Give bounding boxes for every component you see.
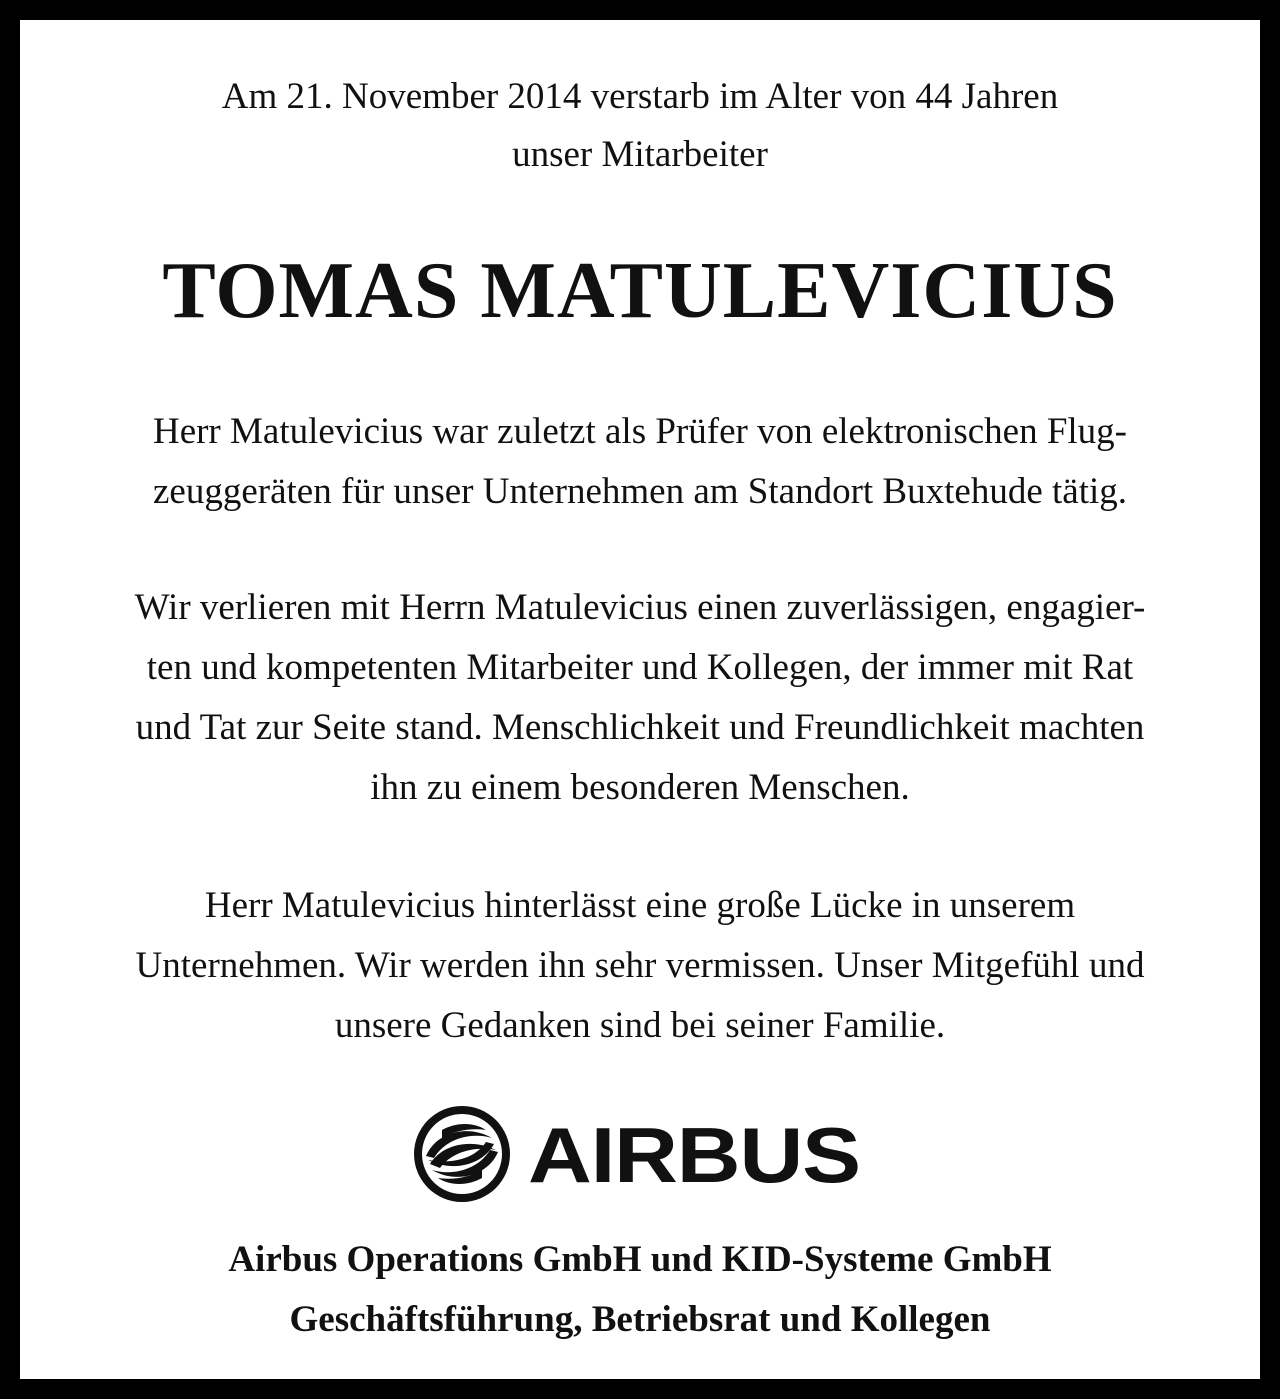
obituary-notice <box>20 20 1260 1379</box>
deceased-name: TOMAS MATULEVICIUS <box>162 247 1118 335</box>
paragraph-3-line-1: Herr Matulevicius hinterlässt eine große Lücke in unserem <box>204 885 1076 926</box>
intro-line-1: Am 21. November 2014 verstarb im Alter von 44 Jahren <box>221 76 1059 117</box>
signature-line-2: Geschäftsführung, Betriebsrat und Kollegen <box>289 1299 991 1340</box>
paragraph-2-line-2: ten und kompetenten Mitarbeiter und Kollegen, der immer mit Rat <box>146 647 1134 688</box>
paragraph-3-line-2: Unternehmen. Wir werden ihn sehr vermissen. Unser Mitgefühl und <box>135 945 1145 986</box>
paragraph-2-line-3: und Tat zur Seite stand. Menschlichkeit und Freundlichkeit machten <box>135 707 1145 748</box>
airbus-logo <box>412 1104 872 1204</box>
signature-line-1: Airbus Operations GmbH und KID-Systeme GmbH <box>228 1239 1052 1280</box>
paragraph-1-line-1: Herr Matulevicius war zuletzt als Prüfer von elektronischen Flug- <box>152 411 1128 452</box>
paragraph-2-line-1: Wir verlieren mit Herrn Matulevicius einen zuverlässigen, engagier- <box>134 587 1146 628</box>
paragraph-1-line-2: zeuggeräten für unser Unternehmen am Standort Buxtehude tätig. <box>152 471 1127 512</box>
airbus-swirl-icon <box>414 1106 510 1202</box>
airbus-wordmark: AIRBUS <box>528 1111 860 1199</box>
paragraph-2-line-4: ihn zu einem besonderen Menschen. <box>370 767 910 808</box>
intro-line-2: unser Mitarbeiter <box>512 134 768 175</box>
paragraph-3-line-3: unsere Gedanken sind bei seiner Familie. <box>334 1005 946 1046</box>
